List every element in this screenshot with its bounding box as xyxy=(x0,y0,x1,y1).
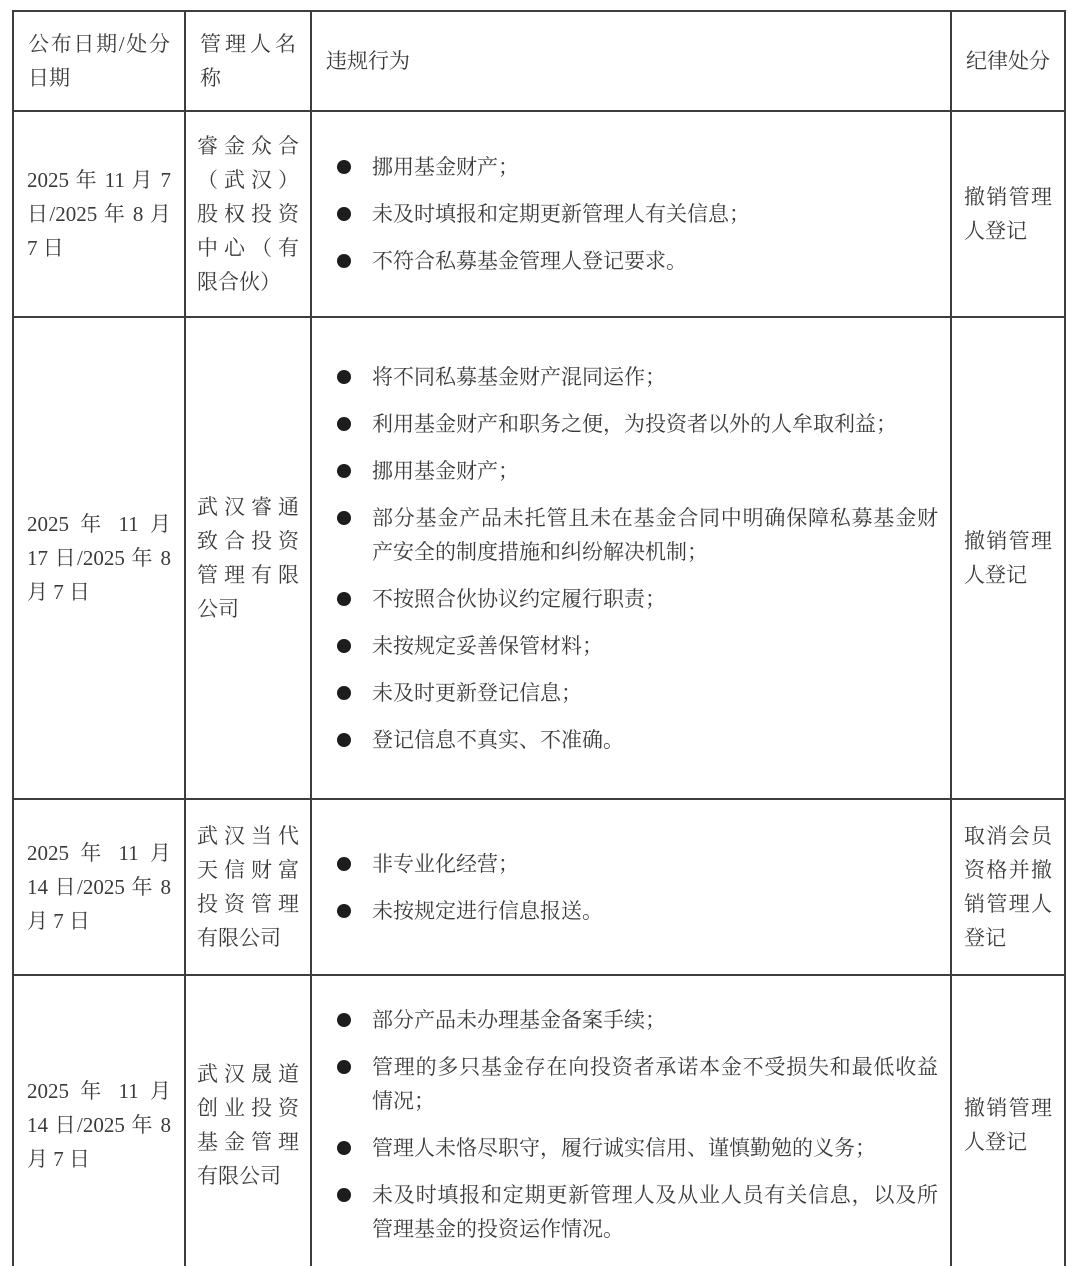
violation-item xyxy=(312,582,940,616)
violation-item xyxy=(312,723,940,757)
violation-text: 挪用基金财产； xyxy=(372,155,519,179)
manager-cell: 武汉当代天信财富投资管理有限公司 xyxy=(185,799,311,975)
disciplinary-actions-table xyxy=(12,10,1066,1266)
violation-text: 部分基金产品未托管且未在基金合同中明确保障私募基金财产安全的制度措施和纠纷解决机制； xyxy=(372,505,938,564)
violation-text: 未按规定妥善保管材料； xyxy=(372,633,603,658)
violation-text: 未及时填报和定期更新管理人及从业人员有关信息，以及所管理基金的投资运作情况。 xyxy=(372,1183,938,1241)
violations-cell xyxy=(311,317,951,799)
discipline-cell: 取消会员资格并撤销管理人登记 xyxy=(951,799,1065,975)
bullet-icon xyxy=(337,1060,351,1074)
date-cell: 2025 年 11 月 17 日/2025 年 8 月 7 日 xyxy=(13,317,185,799)
table-row xyxy=(13,317,1065,799)
bullet-icon xyxy=(337,1141,351,1155)
violation-item xyxy=(312,501,940,569)
table-row xyxy=(13,111,1065,317)
bullet-icon xyxy=(337,160,351,174)
violation-item xyxy=(312,150,940,184)
violation-item xyxy=(312,407,940,441)
violation-item xyxy=(312,244,940,278)
bullet-icon xyxy=(337,511,351,525)
table-row xyxy=(13,799,1065,975)
discipline-cell: 撤销管理人登记 xyxy=(951,111,1065,317)
manager-cell: 睿金众合（武汉）股权投资中心（有限合伙） xyxy=(185,111,311,317)
violation-text: 管理的多只基金存在向投资者承诺本金不受损失和最低收益情况； xyxy=(372,1055,938,1113)
violations-cell xyxy=(311,799,951,975)
bullet-icon xyxy=(337,904,351,918)
date-cell: 2025 年 11 月 14 日/2025 年 8 月 7 日 xyxy=(13,799,185,975)
violation-text: 管理人未恪尽职守，履行诚实信用、谨慎勤勉的义务； xyxy=(372,1136,876,1160)
violation-item xyxy=(312,1050,940,1118)
violation-text: 不按照合伙协议约定履行职责； xyxy=(372,586,666,611)
date-cell: 2025 年 11 月 14 日/2025 年 8 月 7 日 xyxy=(13,975,185,1266)
bullet-icon xyxy=(337,1188,351,1202)
table-row xyxy=(13,975,1065,1266)
header-violation: 违规行为 xyxy=(311,11,951,111)
violation-item xyxy=(312,629,940,663)
violation-item xyxy=(312,197,940,231)
bullet-icon xyxy=(337,464,351,478)
discipline-cell: 撤销管理人登记 xyxy=(951,317,1065,799)
bullet-icon xyxy=(337,417,351,431)
violations-cell xyxy=(311,975,951,1266)
bullet-icon xyxy=(337,370,351,384)
violation-text: 将不同私募基金财产混同运作； xyxy=(372,364,666,389)
violation-item xyxy=(312,676,940,710)
header-discipline: 纪律处分 xyxy=(951,11,1065,111)
violation-item xyxy=(312,1003,940,1037)
violation-item xyxy=(312,1131,940,1165)
bullet-icon xyxy=(337,254,351,268)
manager-cell: 武汉晟道创业投资基金管理有限公司 xyxy=(185,975,311,1266)
discipline-cell: 撤销管理人登记 xyxy=(951,975,1065,1266)
date-cell: 2025 年 11 月 7 日/2025 年 8 月 7 日 xyxy=(13,111,185,317)
bullet-icon xyxy=(337,592,351,606)
violations-cell xyxy=(311,111,951,317)
violation-text: 未按规定进行信息报送。 xyxy=(372,898,603,923)
bullet-icon xyxy=(337,1013,351,1027)
violation-text: 登记信息不真实、不准确。 xyxy=(372,727,624,752)
header-row xyxy=(13,11,1065,111)
header-date: 公布日期/处分日期 xyxy=(13,11,185,111)
bullet-icon xyxy=(337,733,351,747)
bullet-icon xyxy=(337,857,351,871)
bullet-icon xyxy=(337,207,351,221)
violation-text: 不符合私募基金管理人登记要求。 xyxy=(372,249,687,273)
violation-item xyxy=(312,454,940,488)
violation-text: 挪用基金财产； xyxy=(372,458,519,483)
violation-text: 非专业化经营； xyxy=(372,851,519,876)
violation-text: 利用基金财产和职务之便，为投资者以外的人牟取利益； xyxy=(372,411,897,436)
bullet-icon xyxy=(337,686,351,700)
violation-item xyxy=(312,847,940,881)
violation-text: 部分产品未办理基金备案手续； xyxy=(372,1008,666,1032)
violation-item xyxy=(312,894,940,928)
bullet-icon xyxy=(337,639,351,653)
header-manager: 管理人名称 xyxy=(185,11,311,111)
violation-item xyxy=(312,360,940,394)
violation-text: 未及时更新登记信息； xyxy=(372,680,582,705)
violation-text: 未及时填报和定期更新管理人有关信息； xyxy=(372,202,750,226)
violation-item xyxy=(312,1178,940,1246)
manager-cell: 武汉睿通致合投资管理有限公司 xyxy=(185,317,311,799)
